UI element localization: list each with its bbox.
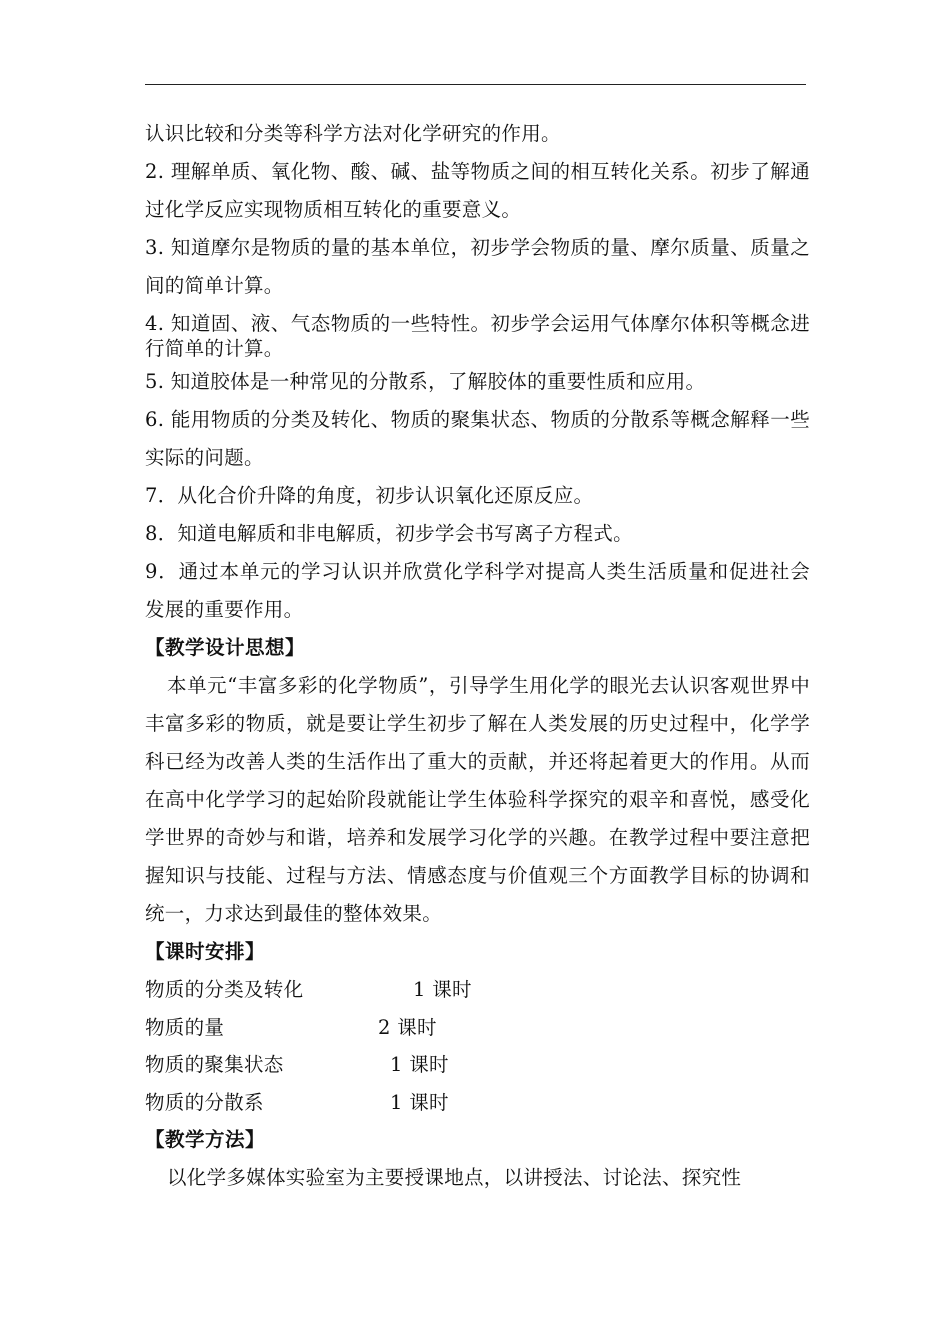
objective-item: 6. 能用物质的分类及转化、物质的聚集状态、物质的分散系等概念解释一些实际的问题。 <box>145 408 810 469</box>
objective-item: 8．知道电解质和非电解质，初步学会书写离子方程式。 <box>145 522 633 545</box>
objective-item: 9．通过本单元的学习认识并欣赏化学科学对提高人类生活质量和促进社会发展的重要作用。 <box>145 560 810 621</box>
section-heading: 【课时安排】 <box>145 940 266 963</box>
schedule-topic: 物质的量 <box>145 1015 225 1039</box>
document-page <box>145 115 810 1197</box>
objective-item: 3. 知道摩尔是物质的量的基本单位，初步学会物质的量、摩尔质量、质量之间的简单计算。 <box>145 236 810 297</box>
schedule-section <box>145 933 810 1121</box>
objective-item: 5. 知道胶体是一种常见的分散系，了解胶体的重要性质和应用。 <box>145 370 706 393</box>
objective-item: 4. 知道固、液、气态物质的一些特性。初步学会运用气体摩尔体积等概念进行简单的计算。 <box>145 312 810 360</box>
objectives-list <box>145 115 810 629</box>
schedule-topic: 物质的聚集状态 <box>145 1053 284 1076</box>
schedule-hours: 2 课时 <box>378 1015 437 1039</box>
schedule-row <box>145 971 810 1009</box>
schedule-hours: 1 课时 <box>390 1090 449 1114</box>
objective-item: 认识比较和分类等科学方法对化学研究的作用。 <box>145 122 561 145</box>
objective-item: 7．从化合价升降的角度，初步认识氧化还原反应。 <box>145 484 594 507</box>
schedule-hours: 1 课时 <box>413 978 472 1001</box>
method-paragraph: 以化学多媒体实验室为主要授课地点，以讲授法、讨论法、探究性 <box>167 1166 742 1189</box>
schedule-hours: 1 课时 <box>390 1053 449 1076</box>
method-section <box>145 1121 810 1197</box>
header-rule <box>145 84 806 85</box>
design-section <box>145 629 810 933</box>
schedule-row <box>145 1084 810 1122</box>
design-paragraph: 本单元“丰富多彩的化学物质”，引导学生用化学的眼光去认识客观世界中丰富多彩的物质，就是要让学生初步了解在人类发展的历史过程中，化学学科已经为改善人类的生活作出了重大的贡献，并还将起着更大的作用。从而在高中化学学习的起始阶段就能让学生体验科学探究的艰辛和喜悦，感受化学世界的奇妙与和谐，培养和发展学习化学的兴趣。在教学过程中要注意把握知识与技能、过程与方法、情感态度与价值观三个方面教学目标的协调和统一，力求达到最佳的整体效果。 <box>145 674 810 925</box>
schedule-row <box>145 1046 810 1084</box>
section-heading: 【教学方法】 <box>145 1128 266 1151</box>
schedule-row <box>145 1009 810 1047</box>
section-heading: 【教学设计思想】 <box>145 636 306 659</box>
schedule-topic: 物质的分散系 <box>145 1090 264 1114</box>
schedule-topic: 物质的分类及转化 <box>145 978 304 1001</box>
objective-item: 2. 理解单质、氧化物、酸、碱、盐等物质之间的相互转化关系。初步了解通过化学反应实现物质相互转化的重要意义。 <box>145 160 810 221</box>
